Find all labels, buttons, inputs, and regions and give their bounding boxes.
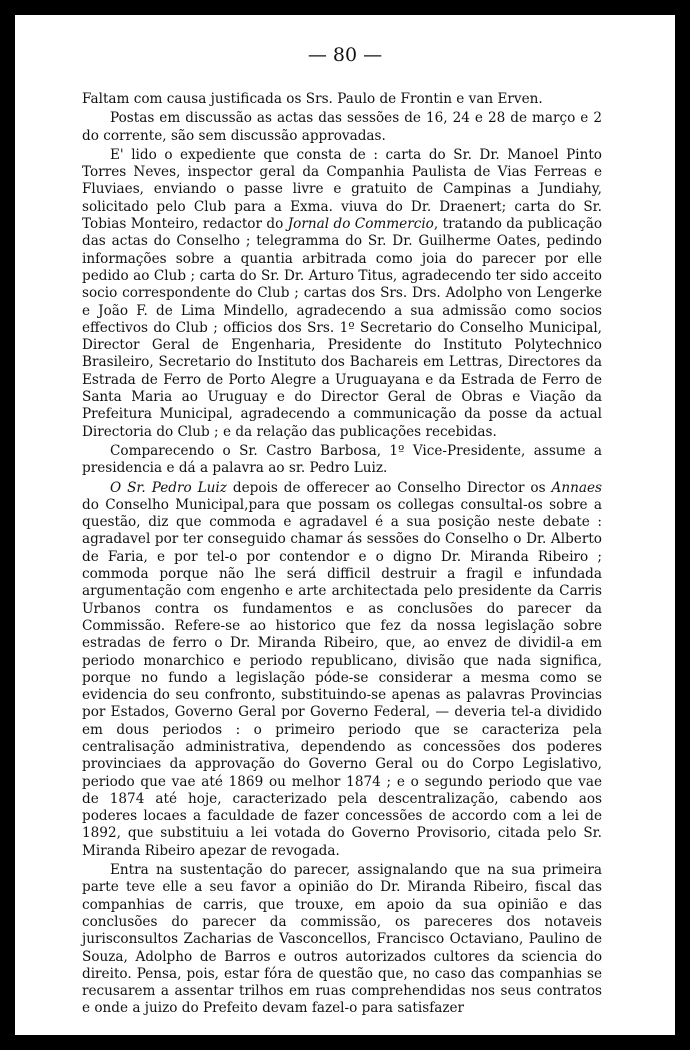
paragraph [82,110,602,145]
speaker-name: O Sr. Pedro Luiz [110,479,227,496]
paragraph [82,862,602,1018]
paragraph [82,91,602,108]
text-segment: Entra na sustentação do parecer, assignalando que na sua primeira parte teve elle a seu favor a opinião do Dr. Miranda Ribeiro, fiscal das companhias de carris, que trouxe, em apoio da sua opinião e das conclusões do parecer da commissão, os pareceres dos notaveis jurisconsultos Zacharias de Vasconcellos, Francisco Octaviano, Paulino de Souza, Adolpho de Barros e outros autorizados cultores da sciencia do direito. Pensa, pois, estar fóra de questão que, no caso das companhias se recusarem a assentar trilhos em ruas comprehendidas nos seus contratos e onde a juizo do Prefeito devam fazel-o para satisfazer [82,862,602,1017]
text-segment: depois de offerecer ao Conselho Director os [226,479,552,496]
page-number: — 80 — [307,44,383,66]
body-text [82,91,602,1020]
paragraph [82,147,602,441]
text-segment: Postas em discussão as actas das sessões de 16, 24 e 28 de março e 2 do corrente, são sem discussão approvadas. [82,110,602,144]
text-segment: Faltam com causa justificada os Srs. Paulo de Frontin e van Erven. [82,91,543,107]
paragraph [82,480,602,861]
paragraph [82,443,602,478]
newspaper-title: Jornal do Commercio [287,216,434,233]
text-segment: E' lido o expediente que consta de : carta do Sr. Dr. Manoel Pinto Torres Neves, inspector geral da Companhia Paulista de Vias Ferreas e Fluviaes, enviando o passe livre e gratuito de Campinas a Jundiahy, solicitado pelo Club para a Exma. viuva do Dr. Draenert; carta do Sr. Tobias Monteiro, redactor do [82,146,602,233]
publication-title: Annaes [551,479,602,496]
text-segment: Comparecendo o Sr. Castro Barbosa, 1º Vice-Presidente, assume a presidencia e dá a palavra ao sr. Pedro Luiz. [82,442,602,477]
scanned-page [15,15,675,1035]
text-segment: , tratando da publicação das actas do Conselho ; telegramma do Sr. Dr. Guilherme Oates, pedindo informações sobre a quantia arbitrada como joia do parecer por elle pedido ao Club ; carta do Sr. Dr. Arturo Titus, agradecendo ter sido acceito socio correspondente do Club ; cartas dos Srs. Drs. Adolpho von Lengerke e João F. de Lima Mindello, agradecendo a sua admissão como socios effectivos do Club ; officios dos Srs. 1º Secretario do Conselho Municipal, Director Geral de Engenharia, Presidente do Instituto Polytechnico Brasileiro, Secretario do Instituto dos Bachareis em Lettras, Directores da Estrada de Ferro de Porto Alegre a Uruguayana e da Estrada de Ferro de Santa Maria ao Uruguay e do Director Geral de Obras e Viação da Prefeitura Municipal, agradecendo a communicação da posse da actual Directoria do Club ; e da relação das publicações recebidas. [82,216,602,440]
text-segment: do Conselho Municipal,para que possam os collegas consultal-os sobre a questão, diz que commoda e agradavel é a sua posição neste debate : agradavel por ter conseguido chamar ás sessões do Conselho o Dr. Alberto de Faria, e por tel-o por contendor e o digno Dr. Miranda Ribeiro ; commoda porque não lhe será difficil destruir a fragil e infundada argumentação com engenho e arte architectada pelo presidente da Carris Urbanos contra os fundamentos e as conclusões do parecer da Commissão. Refere-se ao historico que fez da nossa legislação sobre estradas de ferro o Dr. Miranda Ribeiro, que, ao envez de dividil-a em periodo monarchico e periodo republicano, divisão que nada significa, porque no fundo a legislação póde-se considerar a mesma como se evidencia do seu confronto, substituindo-se apenas as palavras Provincias por Estados, Governo Geral por Governo Federal, — deveria tel-a dividido em dous periodos : o primeiro periodo que se caracteriza pela centralisação administrativa, dependendo as concessões dos poderes provinciaes da approvação do Governo Geral ou do Corpo Legislativo, periodo que vae até 1869 ou melhor 1874 ; e o segundo periodo que vae de 1874 até hoje, caracterizado pela descentralização, cabendo aos poderes locaes a faculdade de fazer concessões de accordo com a lei de 1892, que substituiu a lei votada do Governo Provisorio, citada pelo Sr. Miranda Ribeiro apezar de revogada. [82,496,602,859]
